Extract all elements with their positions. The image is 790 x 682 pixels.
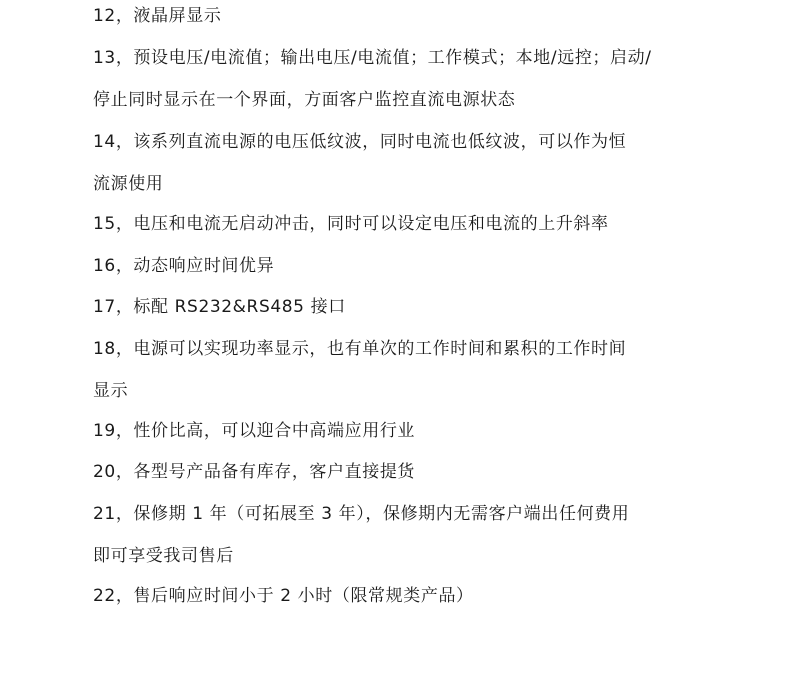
list-item-12-line-1: 12，液晶屏显示: [93, 6, 222, 26]
list-item-16-line-1: 16，动态响应时间优异: [93, 256, 275, 276]
list-item-14-line-2: 流源使用: [93, 174, 164, 194]
list-item-13-line-2: 停止同时显示在一个界面，方面客户监控直流电源状态: [93, 90, 516, 110]
list-item-19-line-1: 19，性价比高，可以迎合中高端应用行业: [93, 421, 416, 441]
list-item-17-line-1: 17，标配 RS232&RS485 接口: [93, 297, 346, 317]
list-item-22-line-1: 22，售后响应时间小于 2 小时（限常规类产品）: [93, 586, 474, 606]
list-item-21-line-1: 21，保修期 1 年（可拓展至 3 年），保修期内无需客户端出任何费用: [93, 504, 630, 524]
list-item-18-line-1: 18，电源可以实现功率显示，也有单次的工作时间和累积的工作时间: [93, 339, 627, 359]
list-item-18-line-2: 显示: [93, 381, 129, 401]
list-item-20-line-1: 20，各型号产品备有库存，客户直接提货: [93, 462, 416, 482]
list-item-21-line-2: 即可享受我司售后: [93, 546, 234, 566]
list-item-15-line-1: 15，电压和电流无启动冲击，同时可以设定电压和电流的上升斜率: [93, 214, 609, 234]
list-item-13-line-1: 13，预设电压/电流值；输出电压/电流值；工作模式；本地/远控；启动/: [93, 48, 652, 68]
list-item-14-line-1: 14，该系列直流电源的电压低纹波，同时电流也低纹波，可以作为恒: [93, 132, 627, 152]
